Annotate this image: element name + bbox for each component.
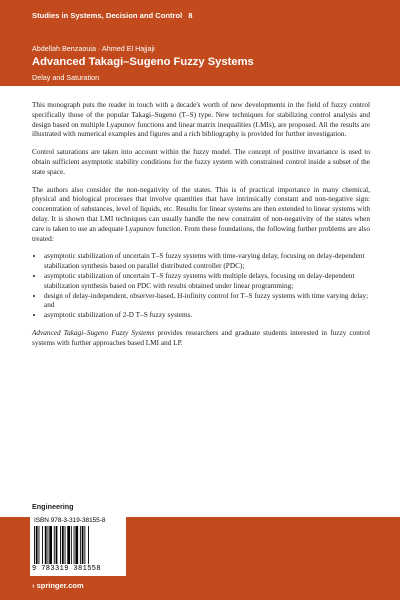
blurb-paragraph-2: Control saturations are taken into account within the fuzzy model. The concept of positive invariance is used to obtain sufficient asymptotic stability conditions for the fuzzy system with constrained control inside a subset of the state space. (32, 148, 370, 176)
list-item: • asymptotic stabilization of uncertain T–S fuzzy systems with multiple delays, focusing on delay-dependent stabilization synthesis based on PDC with results obtained under linear programming; (44, 272, 370, 292)
barcode-bar (74, 526, 75, 564)
barcode-bar (88, 526, 89, 564)
barcode-bar (45, 526, 47, 564)
authors: Abdellah Benzaouia · Ahmed El Hajjaji (32, 44, 155, 53)
book-subtitle: Delay and Saturation (32, 73, 100, 82)
barcode-bar (42, 526, 43, 564)
barcode-bar (56, 526, 58, 564)
series-number: 8 (188, 11, 193, 20)
barcode-bar (67, 526, 70, 564)
barcode-bar (54, 526, 55, 564)
list-item: • asymptotic stabilization of 2-D T–S fuzzy systems. (44, 311, 370, 321)
barcode-bar (62, 526, 64, 564)
blurb (32, 101, 370, 357)
isbn-label: ISBN 978-3-319-38155-8 (34, 517, 106, 524)
barcode-bar (34, 526, 35, 564)
header-band (0, 0, 400, 86)
barcode-bar (60, 526, 61, 564)
barcode-bar (75, 526, 78, 564)
isbn-digits: 9 783319 381558 (32, 565, 102, 573)
barcode-bar (84, 526, 85, 564)
list-item: • asymptotic stabilization of uncertain T–S fuzzy systems with time-varying delay, focusing on delay-dependent stabilization synthesis based on parallel distributed controller (PDC); (44, 252, 370, 272)
subject-label: Engineering (32, 502, 74, 511)
barcode-panel (30, 514, 126, 576)
barcode-bar (36, 526, 38, 564)
barcode-bar (49, 526, 52, 564)
blurb-paragraph-3: The authors also consider the non-negativity of the states. This is of practical importance in many chemical, physical and biological processes that involve quantities that have intrinsically constant and non-negative sign: concentration of substances, level of liquids, etc. Results for linear systems are then extended to linear systems with delay. It is shown that LMI techniques can usually handle the new constraint of non-negativity of the states when care is taken to use an adequate Lyapunov function. From these foundations, the following further problems are also treated: (32, 185, 370, 243)
publisher-link[interactable]: › springer.com (32, 581, 84, 590)
series-name: Studies in Systems, Decision and Control (32, 11, 183, 20)
barcode-bar (65, 526, 66, 564)
barcode (34, 526, 122, 564)
barcode-bar (39, 526, 40, 564)
barcode-bar (80, 526, 81, 564)
barcode-bar (82, 526, 84, 564)
barcode-bar (48, 526, 49, 564)
series-line (32, 11, 192, 20)
closing-text: provides researchers and graduate students interested in fuzzy control systems with further approaches based LMI and LP. (32, 328, 370, 347)
book-title: Advanced Takagi–Sugeno Fuzzy Systems (32, 56, 254, 68)
barcode-bar (71, 526, 72, 564)
problem-list (32, 252, 370, 321)
blurb-paragraph-1: This monograph puts the reader in touch with a decade's worth of new developments in the field of fuzzy control specifically those of the popular Takagi–Sugeno (T–S) type. New techniques for stabilizing control analysis and design based on multiple Lyapunov functions and linear matrix inequalities (LMIs), are proposed. All the results are illustrated with numerical examples and figures and a rich bibliography is provided for further investigation. (32, 101, 370, 139)
closing-title: Advanced Takagi–Sugeno Fuzzy Systems (32, 328, 155, 337)
blurb-closing (32, 329, 370, 349)
list-item: • design of delay-independent, observer-based, H-infinity control for T–S fuzzy systems with time varying delay; and (44, 292, 370, 312)
